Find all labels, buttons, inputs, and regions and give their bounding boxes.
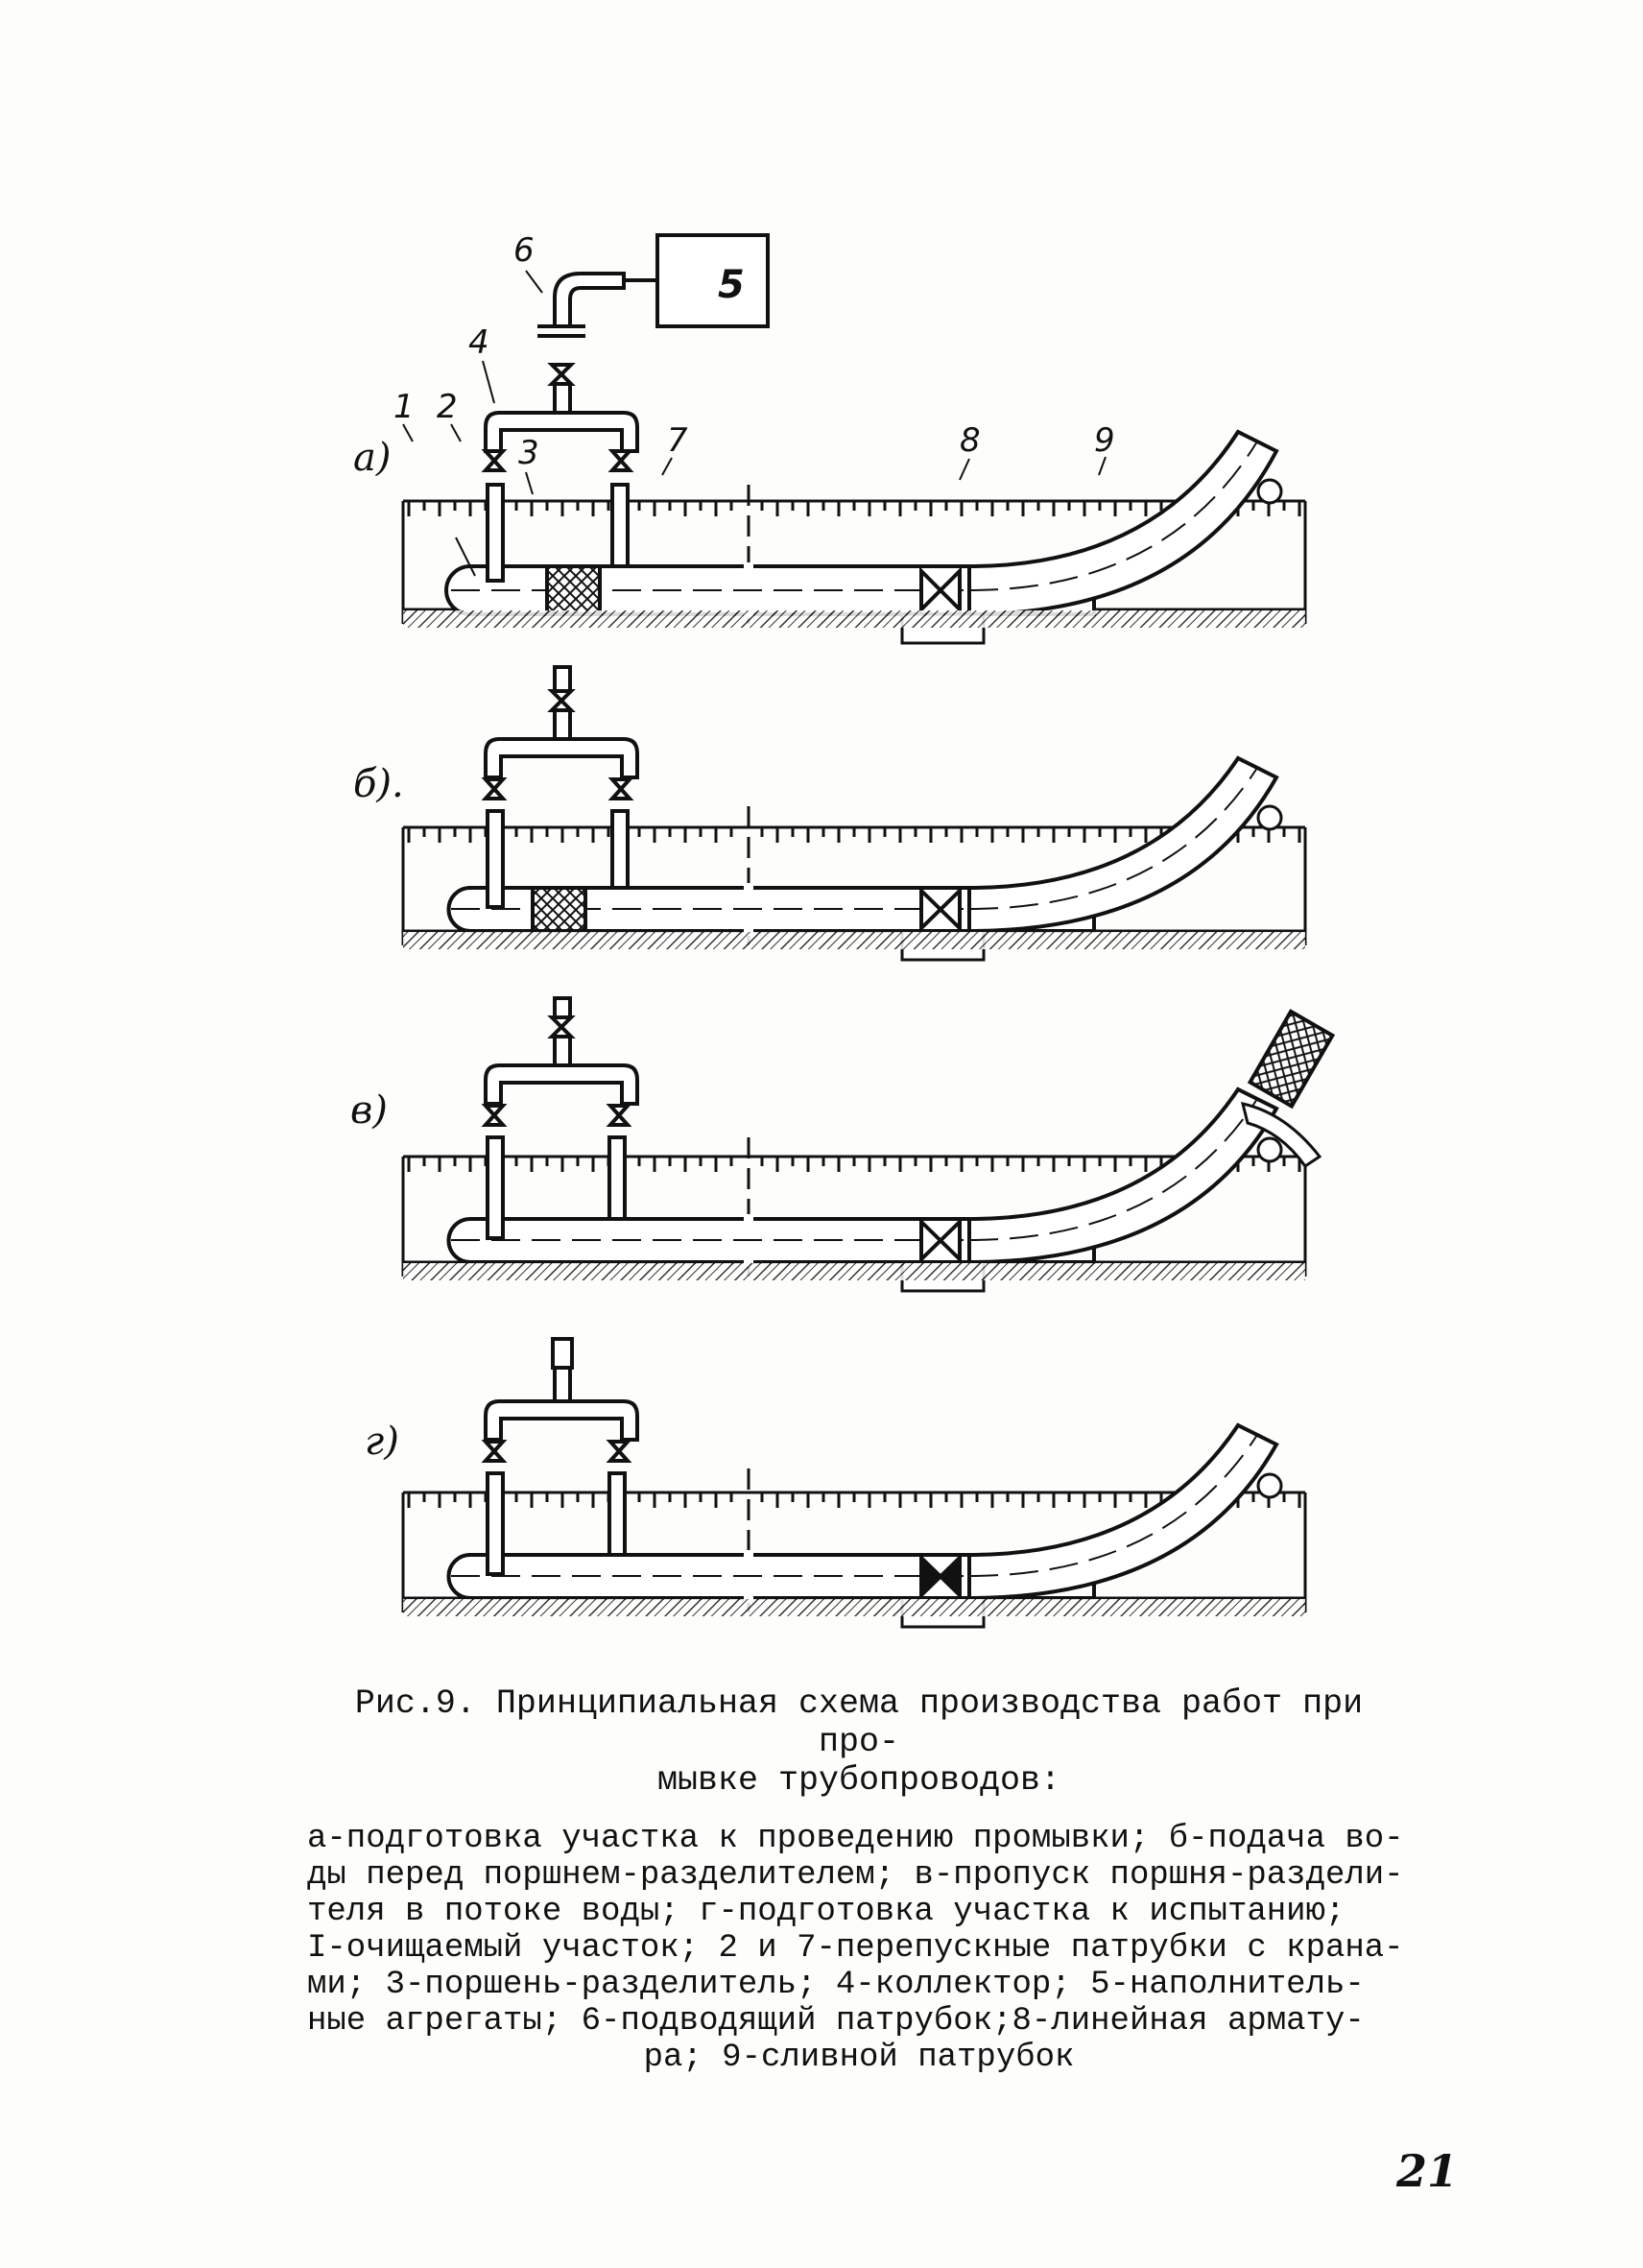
panel-label-b: б).	[353, 762, 404, 806]
callout-8: 8	[960, 421, 981, 460]
bypass-nozzle-2-d	[488, 1473, 503, 1574]
callout-3: 3	[518, 434, 539, 472]
caption-title-line: мывке трубопроводов:	[656, 1761, 1061, 1800]
callout-1: 1	[393, 388, 415, 426]
bypass-nozzle-7-d	[609, 1473, 625, 1555]
bypass-nozzle-7-a	[612, 485, 628, 566]
callout-4: 4	[468, 323, 489, 362]
collector-b	[486, 739, 637, 777]
filling-unit-box	[657, 235, 768, 326]
panel-a	[353, 231, 1305, 643]
callout-6: 6	[513, 231, 535, 270]
callout-5: 5	[718, 263, 745, 307]
callout-2: 2	[437, 388, 458, 426]
bypass-nozzle-7-b	[612, 811, 628, 888]
piston-separator-b	[533, 888, 585, 931]
caption-line: ра; 9-сливной патрубок	[643, 2040, 1075, 2076]
caption-line: теля в потоке воды; г-подготовка участка к испытанию;	[307, 1894, 1345, 1930]
panel-d	[365, 1339, 1305, 1627]
caption-line: ные агрегаты; 6-подводящий патрубок;8-линейная армату-	[307, 2003, 1365, 2040]
caption-title-line: Рис.9. Принципиальная схема производства работ при про-	[354, 1684, 1364, 1761]
supply-nozzle-a	[555, 274, 624, 326]
caption-legend	[307, 1821, 1411, 2076]
bypass-nozzle-2-b	[488, 811, 503, 907]
collector-a	[486, 413, 637, 451]
caption-line: а-подготовка участка к проведению промывки; б-подача во-	[307, 1821, 1404, 1857]
panel-label-d: г)	[365, 1420, 399, 1464]
page-number: 21	[1396, 2145, 1459, 2197]
panel-label-c: в)	[350, 1088, 388, 1133]
drain-bend-d	[969, 1425, 1276, 1598]
bypass-nozzle-2-a	[488, 485, 503, 581]
panel-b	[353, 667, 1305, 960]
caption-title	[307, 1684, 1411, 1800]
callout-7: 7	[667, 421, 688, 460]
piston-exiting-c	[1250, 1012, 1333, 1107]
caption-line: ды перед поршнем-разделителем; в-пропуск поршня-раздели-	[307, 1857, 1404, 1894]
bypass-nozzle-7-c	[609, 1137, 625, 1219]
drain-bend-c	[969, 1089, 1276, 1262]
bypass-nozzle-2-c	[488, 1137, 503, 1238]
callout-9: 9	[1094, 421, 1115, 460]
panel-label-a: а)	[353, 436, 392, 480]
drain-bend-b	[969, 758, 1276, 931]
collector-d	[486, 1401, 637, 1440]
caption-line: I-очищаемый участок; 2 и 7-перепускные патрубки с крана-	[307, 1930, 1404, 1967]
collector-c	[486, 1065, 637, 1104]
piston-separator-a	[547, 566, 600, 614]
caption-line: ми; 3-поршень-разделитель; 4-коллектор; 5-наполнитель-	[307, 1967, 1365, 2003]
figure-caption	[307, 1684, 1411, 2076]
drain-bend-a	[969, 432, 1276, 614]
panel-c	[350, 998, 1332, 1291]
